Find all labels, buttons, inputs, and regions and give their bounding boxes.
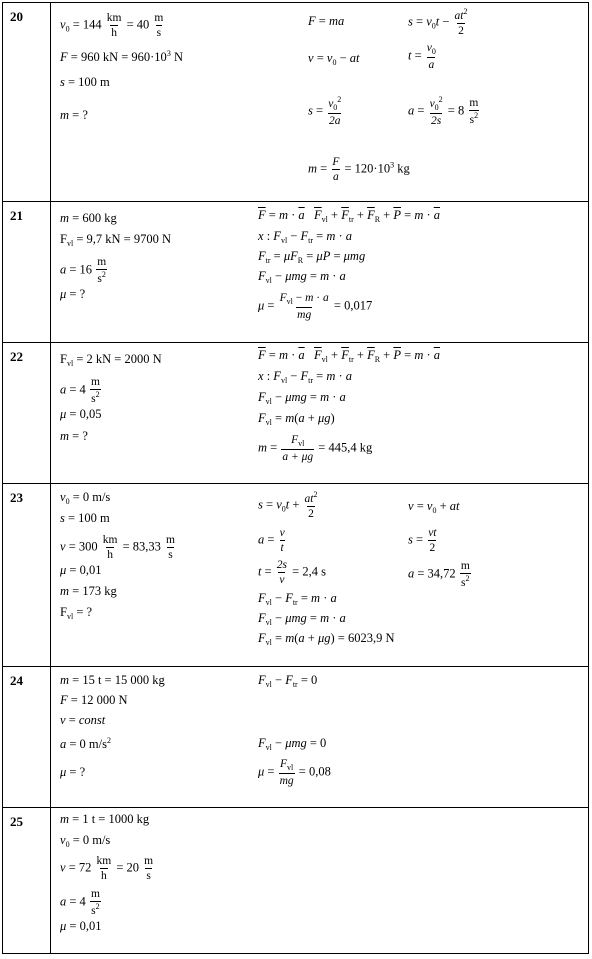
given-line: $F_{vl}$ = ? (60, 605, 93, 621)
given-line: s = 100 m (60, 75, 110, 89)
problem-number: 25 (10, 814, 23, 829)
given-line: a = 4 $\frac{m}{s^2}$ (60, 376, 100, 406)
given-line: μ = 0,01 (60, 563, 102, 577)
given-line: $F_{vl} = 9,7$ kN = 9700 N (60, 232, 171, 248)
given-line: a = 16 $\frac{m}{s^2}$ (60, 256, 107, 286)
given-line: $v_0 = 144$ $\frac{km}{h}$ = 40 $\frac{m}{s}$ (60, 12, 164, 40)
given-line: m = 600 kg (60, 211, 117, 225)
solution-line: s = $\frac{vt}{2}$ (408, 527, 437, 555)
given-line: $v_0 = 0$ m/s (60, 833, 111, 849)
given-line: μ = ? (60, 765, 86, 779)
solution-line: $F_{vl} - \mu mg = m \cdot a$ (258, 611, 346, 627)
solution-line: $F_{vl} - F_{tr} = m \cdot a$ (258, 591, 337, 607)
table-border-left (2, 2, 3, 954)
problem-number: 20 (10, 9, 23, 24)
solution-line: $F_{vl} - \mu mg = 0$ (258, 736, 327, 752)
given-line: a = 0 $m/s^2$ (60, 736, 111, 751)
solution-line: $\overline{F} = m \cdot \overline{a}$ $\overline{F}_{vl} + \overline{F}_{tr} + \overline{F}_R + \overline{P} = m \cdot \overline{a}$ (258, 348, 441, 364)
given-line: v = const (60, 713, 106, 727)
solution-line: m = $\frac{F_{vl}}{a + \mu g}$ = 445,4 kg (258, 434, 373, 464)
solution-line: a = $\frac{v_0^2}{2s}$ = 8 $\frac{m}{s^2}$ (408, 95, 479, 128)
solution-line: $\overline{F} = m \cdot \overline{a}$ $\overline{F}_{vl} + \overline{F}_{tr} + \overline{F}_R + \overline{P} = m \cdot \overline{a}$ (258, 208, 441, 224)
solution-line: x : $F_{vl} - F_{tr} = m \cdot a$ (258, 369, 353, 385)
column-divider (50, 2, 51, 954)
given-line: F = 12 000 N (60, 693, 128, 707)
given-line: a = 4 $\frac{m}{s^2}$ (60, 888, 100, 918)
solution-line: $F_{vl} = m(a + \mu g) = 6023,9$ N (258, 631, 395, 647)
row-divider (2, 807, 589, 808)
solution-line: t = $\frac{v_0}{a}$ (408, 42, 436, 72)
solution-line: x : $F_{vl} - F_{tr} = m \cdot a$ (258, 229, 353, 245)
problem-number: 21 (10, 208, 23, 223)
solution-line: m = $\frac{F}{a}$ = $120\cdot 10^3$ kg (308, 156, 410, 184)
problem-number: 22 (10, 349, 23, 364)
given-line: m = ? (60, 429, 88, 443)
problem-number: 23 (10, 490, 23, 505)
table-border-bottom (2, 953, 589, 954)
solution-line: F = ma (308, 14, 345, 28)
solution-line: $s = v_0t$ − $\frac{at^2}{2}$ (408, 7, 468, 38)
given-line: m = 1 t = 1000 kg (60, 812, 150, 826)
given-line: $v_0 = 0$ m/s (60, 490, 111, 506)
solution-line: μ = $\frac{F_{vl} - m \cdot a}{mg}$ = 0,017 (258, 292, 373, 322)
table-border-top (2, 2, 589, 3)
solution-line: t = $\frac{2s}{v}$ = 2,4 s (258, 559, 326, 587)
solution-line: $F_{vl} - F_{tr} = 0$ (258, 673, 318, 689)
solution-line: $s = v_0t$ + $\frac{at^2}{2}$ (258, 490, 318, 521)
row-divider (2, 483, 589, 484)
solution-line: $v = v_0$ − at (308, 51, 360, 67)
given-line: m = 173 kg (60, 584, 117, 598)
given-line: μ = ? (60, 287, 86, 301)
solution-line: μ = $\frac{F_{vl}}{mg}$ = 0,08 (258, 758, 331, 788)
solution-line: s = $\frac{v_0^2}{2a}$ (308, 95, 342, 128)
problem-number: 24 (10, 673, 23, 688)
given-line: m = 15 t = 15 000 kg (60, 673, 165, 687)
given-line: F = 960 kN = $960\cdot 10^3$ N (60, 49, 183, 64)
solution-line: a = $\frac{v}{t}$ (258, 527, 285, 555)
row-divider (2, 342, 589, 343)
solution-line: $F_{tr} = \mu F_R = \mu P = \mu mg$ (258, 249, 366, 265)
solution-line: $F_{vl} - \mu mg = m \cdot a$ (258, 390, 346, 406)
given-line: μ = 0,01 (60, 919, 102, 933)
given-line: $F_{vl} = 2$ kN = 2000 N (60, 352, 162, 368)
given-line: v = 72 $\frac{km}{h}$ = 20 $\frac{m}{s}$ (60, 855, 154, 883)
solution-line: $F_{vl} - \mu mg = m \cdot a$ (258, 269, 346, 285)
row-divider (2, 666, 589, 667)
given-line: s = 100 m (60, 511, 110, 525)
solution-line: $v = v_0$ + at (408, 499, 460, 515)
solution-line: a = 34,72 $\frac{m}{s^2}$ (408, 560, 470, 590)
solution-line: $F_{vl} = m(a + \mu g)$ (258, 411, 335, 427)
row-divider (2, 201, 589, 202)
given-line: μ = 0,05 (60, 407, 102, 421)
table-border-right (588, 2, 589, 954)
given-line: m = ? (60, 108, 88, 122)
given-line: v = 300 $\frac{km}{h}$ = 83,33 $\frac{m}{s}$ (60, 534, 175, 562)
